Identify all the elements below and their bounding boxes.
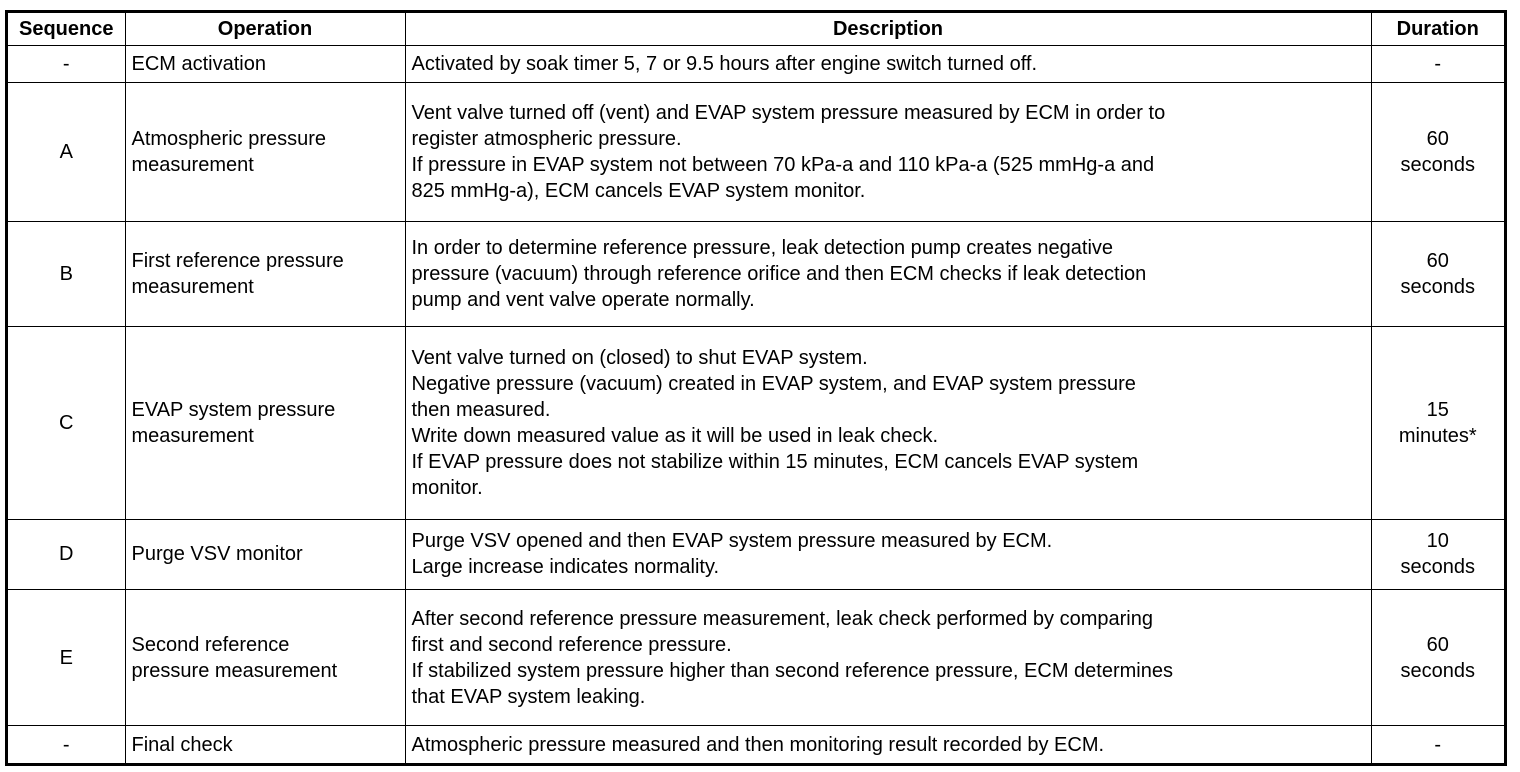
cell-description-line: In order to determine reference pressure, leak detection pump creates negative bbox=[411, 236, 1114, 259]
cell-operation-line: Final check bbox=[131, 733, 233, 756]
cell-duration bbox=[1371, 519, 1504, 589]
cell-description-line: Negative pressure (vacuum) created in EVAP system, and EVAP system pressure bbox=[411, 372, 1136, 395]
cell-operation-line: measurement bbox=[131, 153, 254, 176]
cell-description bbox=[405, 327, 1371, 519]
table-row bbox=[8, 589, 1504, 725]
cell-description bbox=[405, 519, 1371, 589]
cell-description-line: first and second reference pressure. bbox=[411, 633, 732, 656]
cell-description bbox=[405, 46, 1371, 83]
table-row bbox=[8, 83, 1504, 222]
cell-description-line: Vent valve turned on (closed) to shut EVAP system. bbox=[411, 346, 868, 369]
cell-sequence: D bbox=[8, 519, 125, 589]
cell-duration bbox=[1371, 46, 1504, 83]
cell-operation-line: Atmospheric pressure bbox=[131, 127, 327, 150]
cell-duration bbox=[1371, 83, 1504, 222]
cell-duration-line: 60 bbox=[1426, 633, 1449, 656]
header-sequence: Sequence bbox=[8, 13, 125, 46]
cell-operation-line: ECM activation bbox=[131, 53, 266, 76]
cell-description bbox=[405, 589, 1371, 725]
cell-operation bbox=[125, 221, 405, 326]
cell-operation-line: First reference pressure bbox=[131, 249, 344, 272]
cell-description-line: monitor. bbox=[411, 476, 483, 499]
cell-duration-line: seconds bbox=[1400, 275, 1475, 298]
cell-description-line: then measured. bbox=[411, 398, 551, 421]
cell-operation-line: pressure measurement bbox=[131, 659, 338, 682]
cell-description-line: If stabilized system pressure higher than second reference pressure, ECM determines bbox=[411, 659, 1173, 682]
header-description: Description bbox=[405, 13, 1371, 46]
cell-description-line: After second reference pressure measurement, leak check performed by comparing bbox=[411, 607, 1153, 630]
cell-sequence: B bbox=[8, 221, 125, 326]
evap-sequence-table-container bbox=[5, 10, 1507, 766]
cell-description-line: If EVAP pressure does not stabilize within 15 minutes, ECM cancels EVAP system bbox=[411, 450, 1139, 473]
cell-description bbox=[405, 83, 1371, 222]
cell-operation bbox=[125, 83, 405, 222]
cell-duration bbox=[1371, 589, 1504, 725]
cell-operation bbox=[125, 726, 405, 763]
cell-description bbox=[405, 221, 1371, 326]
cell-description-line: Purge VSV opened and then EVAP system pressure measured by ECM. bbox=[411, 530, 1053, 553]
cell-operation bbox=[125, 589, 405, 725]
cell-sequence: C bbox=[8, 327, 125, 519]
table-row bbox=[8, 519, 1504, 589]
cell-operation bbox=[125, 519, 405, 589]
table-row bbox=[8, 46, 1504, 83]
cell-sequence: E bbox=[8, 589, 125, 725]
header-duration: Duration bbox=[1371, 13, 1504, 46]
table-row bbox=[8, 221, 1504, 326]
cell-duration bbox=[1371, 327, 1504, 519]
cell-duration bbox=[1371, 221, 1504, 326]
cell-sequence: - bbox=[8, 726, 125, 763]
cell-description-line: Large increase indicates normality. bbox=[411, 556, 720, 579]
cell-description-line: Atmospheric pressure measured and then monitoring result recorded by ECM. bbox=[411, 733, 1105, 756]
cell-description-line: register atmospheric pressure. bbox=[411, 127, 682, 150]
cell-description-line: 825 mmHg-a), ECM cancels EVAP system monitor. bbox=[411, 179, 866, 202]
cell-sequence: - bbox=[8, 46, 125, 83]
cell-operation bbox=[125, 327, 405, 519]
cell-description-line: pump and vent valve operate normally. bbox=[411, 288, 755, 311]
table-row bbox=[8, 726, 1504, 763]
evap-sequence-table bbox=[8, 13, 1504, 763]
table-row bbox=[8, 327, 1504, 519]
cell-description-line: If pressure in EVAP system not between 70 kPa-a and 110 kPa-a (525 mmHg-a and bbox=[411, 153, 1155, 176]
cell-description-line: Vent valve turned off (vent) and EVAP system pressure measured by ECM in order to bbox=[411, 101, 1166, 124]
cell-operation-line: Purge VSV monitor bbox=[131, 543, 303, 566]
cell-duration-line: 10 bbox=[1426, 530, 1449, 553]
cell-duration-line: 15 bbox=[1426, 398, 1449, 421]
header-row bbox=[8, 13, 1504, 46]
cell-description-line: pressure (vacuum) through reference orifice and then ECM checks if leak detection bbox=[411, 262, 1147, 285]
cell-operation bbox=[125, 46, 405, 83]
cell-sequence: A bbox=[8, 83, 125, 222]
cell-description-line: Activated by soak timer 5, 7 or 9.5 hours after engine switch turned off. bbox=[411, 53, 1038, 76]
cell-operation-line: Second reference bbox=[131, 633, 290, 656]
cell-operation-line: EVAP system pressure bbox=[131, 398, 336, 421]
cell-description-line: Write down measured value as it will be used in leak check. bbox=[411, 424, 939, 447]
cell-duration-line: - bbox=[1434, 53, 1442, 76]
cell-description-line: that EVAP system leaking. bbox=[411, 685, 646, 708]
cell-duration bbox=[1371, 726, 1504, 763]
cell-description bbox=[405, 726, 1371, 763]
cell-duration-line: 60 bbox=[1426, 249, 1449, 272]
cell-duration-line: seconds bbox=[1400, 659, 1475, 682]
cell-duration-line: minutes* bbox=[1398, 424, 1477, 447]
cell-duration-line: 60 bbox=[1426, 127, 1449, 150]
cell-operation-line: measurement bbox=[131, 424, 254, 447]
header-operation: Operation bbox=[125, 13, 405, 46]
cell-duration-line: seconds bbox=[1400, 556, 1475, 579]
cell-operation-line: measurement bbox=[131, 275, 254, 298]
cell-duration-line: seconds bbox=[1400, 153, 1475, 176]
cell-duration-line: - bbox=[1434, 733, 1442, 756]
